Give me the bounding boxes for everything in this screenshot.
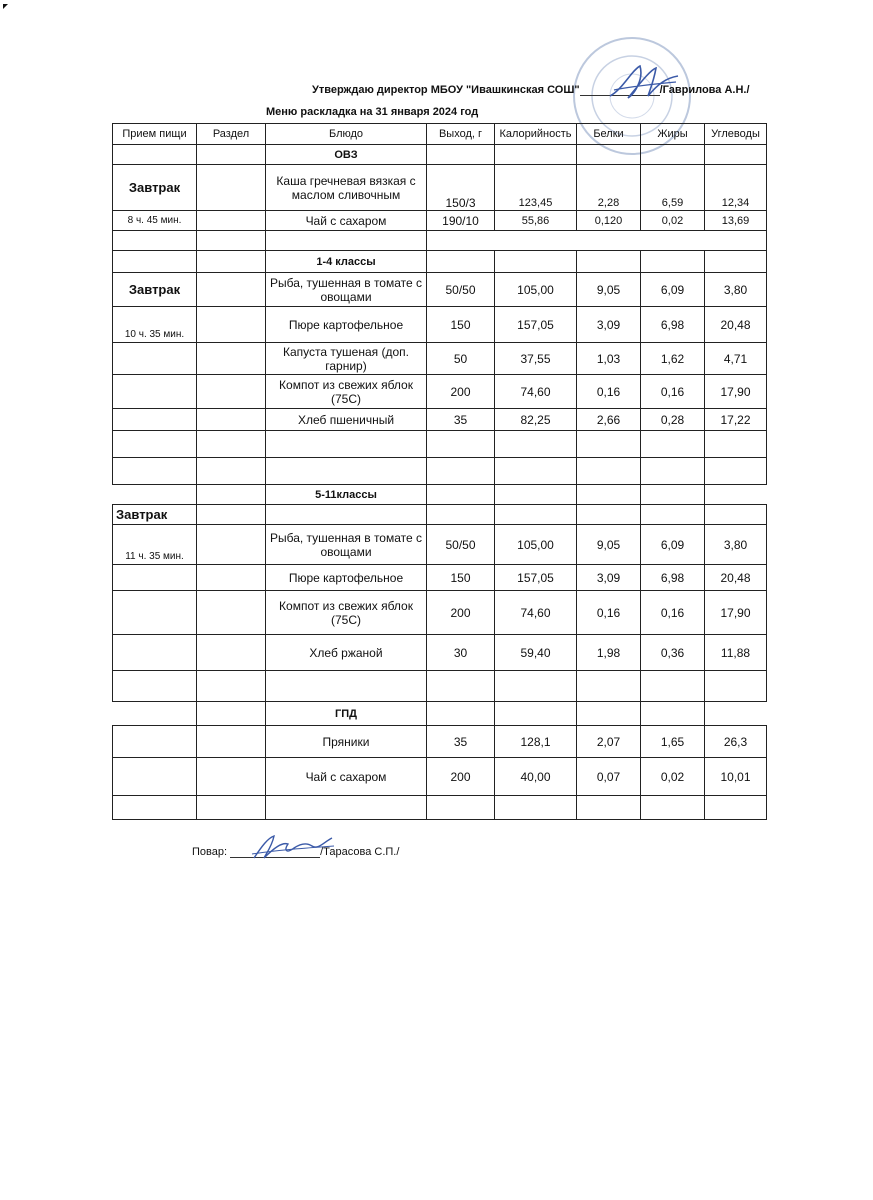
dish-name: Рыба, тушенная в томате с овощами: [266, 273, 427, 307]
director-signature: [604, 60, 684, 104]
carbs: 11,88: [705, 635, 767, 671]
cook-label: Повар:: [192, 846, 228, 858]
fat: 1,62: [641, 343, 705, 375]
col-protein: Белки: [577, 124, 641, 145]
section-title: 1-4 классы: [266, 251, 427, 273]
table-row: [113, 525, 767, 565]
protein: 9,05: [577, 273, 641, 307]
table-row: [113, 165, 767, 211]
table-row: [113, 409, 767, 431]
calories: 59,40: [495, 635, 577, 671]
calories: 82,25: [495, 409, 577, 431]
yield: 200: [427, 375, 495, 409]
dish-name: Чай с сахаром: [266, 758, 427, 796]
dish-name: Пряники: [266, 726, 427, 758]
carbs: 10,01: [705, 758, 767, 796]
table-row: [113, 726, 767, 758]
protein: 0,16: [577, 591, 641, 635]
yield: 50/50: [427, 273, 495, 307]
calories: 74,60: [495, 375, 577, 409]
dish-name: Компот из свежих яблок (75С): [266, 591, 427, 635]
section-title: ГПД: [266, 702, 427, 726]
fat: 6,98: [641, 307, 705, 343]
yield: 35: [427, 726, 495, 758]
meal-time: 8 ч. 45 мин.: [113, 211, 197, 231]
meal-name: Завтрак: [113, 165, 197, 211]
fat: 6,09: [641, 525, 705, 565]
col-dish: Блюдо: [266, 124, 427, 145]
meal-time: 11 ч. 35 мин.: [113, 525, 197, 565]
approval-text: Утверждаю директор МБОУ "Ивашкинская СОШ": [312, 84, 580, 96]
protein: 1,03: [577, 343, 641, 375]
dish-name: Пюре картофельное: [266, 565, 427, 591]
yield: 35: [427, 409, 495, 431]
table-header-row: [113, 124, 767, 145]
carbs: 20,48: [705, 565, 767, 591]
empty-row: [113, 431, 767, 458]
table-row: [113, 211, 767, 231]
fat: 0,02: [641, 211, 705, 231]
table-row: [113, 375, 767, 409]
protein: 2,07: [577, 726, 641, 758]
table-row: [113, 505, 767, 525]
calories: 128,1: [495, 726, 577, 758]
protein: 3,09: [577, 565, 641, 591]
yield: 150/3: [427, 165, 495, 211]
dish-name: Хлеб пшеничный: [266, 409, 427, 431]
protein: 3,09: [577, 307, 641, 343]
fat: 6,59: [641, 165, 705, 211]
yield: 150: [427, 307, 495, 343]
table-row: [113, 758, 767, 796]
carbs: 3,80: [705, 273, 767, 307]
carbs: 13,69: [705, 211, 767, 231]
protein: 0,16: [577, 375, 641, 409]
yield: 190/10: [427, 211, 495, 231]
carbs: 17,22: [705, 409, 767, 431]
calories: 157,05: [495, 565, 577, 591]
col-section: Раздел: [197, 124, 266, 145]
protein: 9,05: [577, 525, 641, 565]
empty-row: [113, 796, 767, 820]
fat: 6,98: [641, 565, 705, 591]
fat: 1,65: [641, 726, 705, 758]
dish-name: Капуста тушеная (доп. гарнир): [266, 343, 427, 375]
director-name: /Гаврилова А.Н./: [659, 84, 750, 96]
col-fat: Жиры: [641, 124, 705, 145]
yield: 50/50: [427, 525, 495, 565]
section-title-row: [113, 251, 767, 273]
carbs: 3,80: [705, 525, 767, 565]
dish-name: Хлеб ржаной: [266, 635, 427, 671]
meal-name: Завтрак: [113, 273, 197, 307]
dish-name: Рыба, тушенная в томате с овощами: [266, 525, 427, 565]
table-row: [113, 273, 767, 307]
corner-mark: [0, 0, 10, 10]
table-row: [113, 343, 767, 375]
menu-table: [112, 123, 767, 820]
carbs: 17,90: [705, 591, 767, 635]
carbs: 4,71: [705, 343, 767, 375]
carbs: 12,34: [705, 165, 767, 211]
yield: 50: [427, 343, 495, 375]
fat: 0,36: [641, 635, 705, 671]
table-row: [113, 307, 767, 343]
carbs: 20,48: [705, 307, 767, 343]
protein: 0,120: [577, 211, 641, 231]
meal-name: Завтрак: [113, 505, 197, 525]
carbs: 26,3: [705, 726, 767, 758]
protein: 1,98: [577, 635, 641, 671]
col-calories: Калорийность: [495, 124, 577, 145]
table-row: [113, 635, 767, 671]
table-row: [113, 591, 767, 635]
carbs: 17,90: [705, 375, 767, 409]
calories: 37,55: [495, 343, 577, 375]
calories: 40,00: [495, 758, 577, 796]
meal-time: 10 ч. 35 мин.: [113, 307, 197, 343]
empty-row: [113, 671, 767, 702]
fat: 0,16: [641, 591, 705, 635]
col-carbs: Углеводы: [705, 124, 767, 145]
cook-name: /Тарасова С.П./: [320, 846, 400, 858]
protein: 2,28: [577, 165, 641, 211]
dish-name: Чай с сахаром: [266, 211, 427, 231]
col-yield: Выход, г: [427, 124, 495, 145]
table-row: [113, 565, 767, 591]
protein: 0,07: [577, 758, 641, 796]
cook-signature: [248, 832, 338, 864]
fat: 0,28: [641, 409, 705, 431]
section-title-row: [113, 485, 767, 505]
calories: 123,45: [495, 165, 577, 211]
yield: 200: [427, 591, 495, 635]
calories: 105,00: [495, 525, 577, 565]
dish-name: Компот из свежих яблок (75С): [266, 375, 427, 409]
calories: 157,05: [495, 307, 577, 343]
fat: 0,16: [641, 375, 705, 409]
yield: 30: [427, 635, 495, 671]
yield: 150: [427, 565, 495, 591]
calories: 74,60: [495, 591, 577, 635]
section-title: 5-11классы: [266, 485, 427, 505]
empty-row: [113, 231, 767, 251]
dish-name: Пюре картофельное: [266, 307, 427, 343]
section-title-row: [113, 702, 767, 726]
col-meal: Прием пищи: [113, 124, 197, 145]
protein: 2,66: [577, 409, 641, 431]
fat: 0,02: [641, 758, 705, 796]
calories: 105,00: [495, 273, 577, 307]
yield: 200: [427, 758, 495, 796]
empty-row: [113, 458, 767, 485]
menu-title: Меню раскладка на 31 января 2024 год: [266, 106, 479, 118]
section-title-row: [113, 145, 767, 165]
calories: 55,86: [495, 211, 577, 231]
section-title: ОВЗ: [266, 145, 427, 165]
fat: 6,09: [641, 273, 705, 307]
dish-name: Каша гречневая вязкая с маслом сливочным: [266, 165, 427, 211]
